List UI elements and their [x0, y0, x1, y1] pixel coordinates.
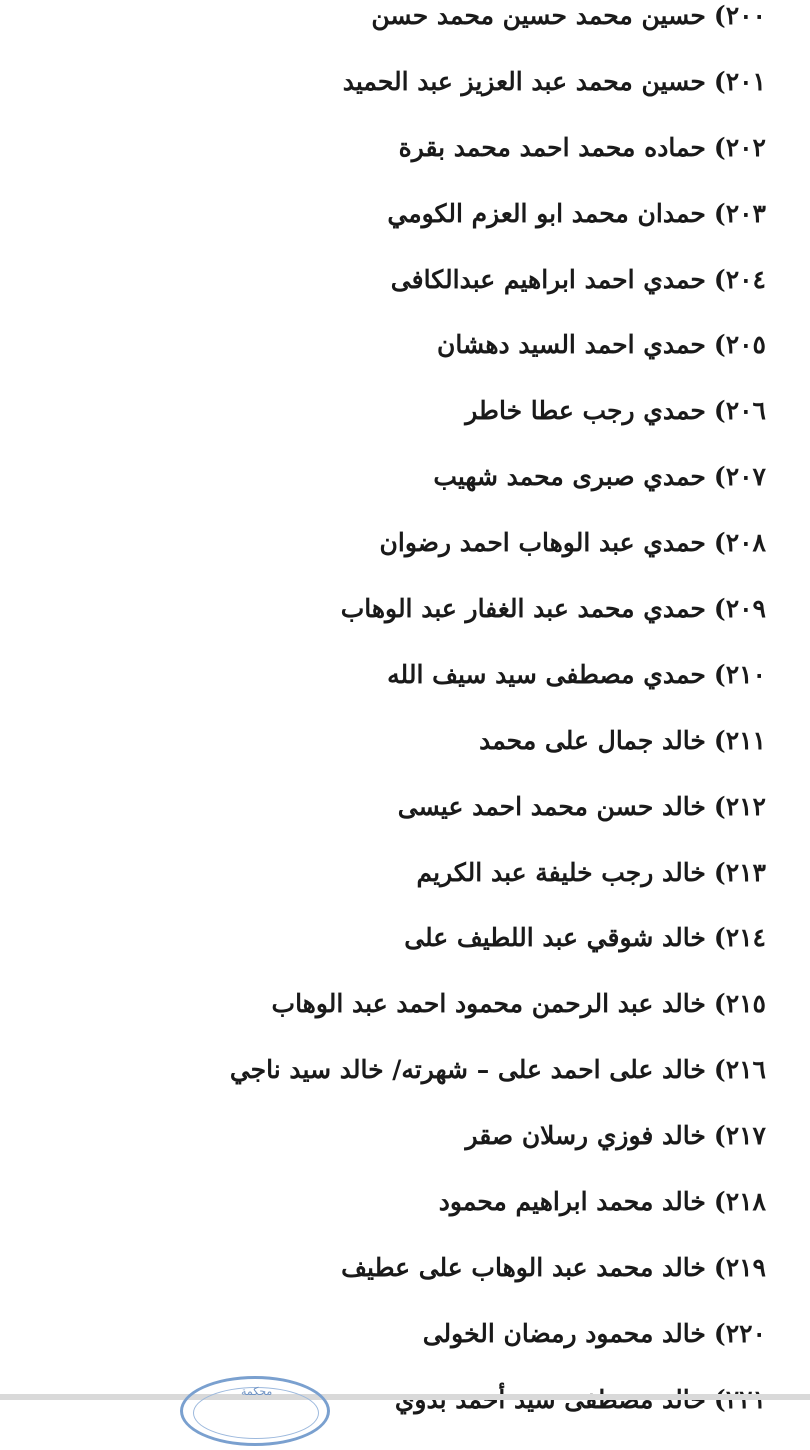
item-name: خالد حسن محمد احمد عيسى [397, 791, 706, 821]
list-item [26, 132, 766, 198]
item-number: ٢٢٠) [713, 1318, 766, 1348]
list-item [26, 1054, 766, 1120]
list-item [26, 198, 766, 264]
item-number: ٢٠٨) [713, 528, 766, 558]
list-item [26, 461, 766, 527]
list-item [26, 264, 766, 330]
item-name: خالد عبد الرحمن محمود احمد عبد الوهاب [271, 989, 706, 1019]
item-number: ٢٠٠) [713, 1, 766, 30]
item-number: ٢١٨) [713, 1187, 766, 1217]
list-item [26, 527, 766, 593]
item-name: حمدي رجب عطا خاطر [465, 396, 706, 426]
item-name: حمدان محمد ابو العزم الكومي [387, 198, 706, 228]
item-number: ٢١١) [713, 725, 766, 755]
item-name: حمدي محمد عبد الغفار عبد الوهاب [340, 594, 706, 624]
item-name: خالد محمود رمضان الخولى [422, 1318, 706, 1348]
item-number: ٢٠٦) [713, 396, 766, 426]
list-item [26, 593, 766, 659]
list-item [26, 791, 766, 857]
list-item [26, 329, 766, 395]
list-item [26, 1186, 766, 1252]
item-name: حسين محمد عبد العزيز عبد الحميد [342, 66, 706, 96]
page-bottom-edge [0, 1394, 810, 1400]
item-name: حمدي احمد ابراهيم عبدالكافى [390, 264, 706, 294]
list-item [26, 1252, 766, 1318]
list-item [26, 725, 766, 791]
item-name: خالد فوزي رسلان صقر [465, 1121, 706, 1151]
item-name: خالد جمال على محمد [479, 725, 706, 755]
item-number: ٢٠٣) [713, 198, 766, 228]
item-name: حمدي صبرى محمد شهيب [433, 462, 706, 492]
item-name: خالد رجب خليفة عبد الكريم [416, 857, 706, 887]
list-item [26, 1120, 766, 1186]
item-number: ٢١٥) [713, 989, 766, 1019]
list-item [26, 857, 766, 923]
item-name: خالد محمد عبد الوهاب على عطيف [341, 1252, 706, 1282]
list-item [26, 66, 766, 132]
list-item [26, 988, 766, 1054]
item-number: ٢١٣) [713, 857, 766, 887]
list-item [26, 395, 766, 461]
item-number: ٢٠٩) [713, 594, 766, 624]
item-number: ٢٠٢) [713, 132, 766, 162]
stamp-text: محكمة [241, 1385, 273, 1398]
item-name: حمدي احمد السيد دهشان [437, 330, 706, 360]
item-number: ٢١٦) [713, 1055, 766, 1085]
list-item [26, 659, 766, 725]
item-number: ٢١٢) [713, 791, 766, 821]
list-item [26, 922, 766, 988]
list-item [26, 1318, 766, 1384]
item-name: خالد شوقي عبد اللطيف على [404, 923, 706, 953]
item-number: ٢١٧) [713, 1121, 766, 1151]
item-name: حماده محمد احمد محمد بقرة [398, 132, 706, 162]
item-name: حمدي مصطفى سيد سيف الله [387, 659, 706, 689]
item-number: ٢١٠) [713, 659, 766, 689]
item-number: ٢٠٥) [713, 330, 766, 360]
item-name: خالد محمد ابراهيم محمود [438, 1187, 706, 1217]
stamp-seal [180, 1376, 330, 1446]
item-name: خالد على احمد على – شهرته/ خالد سيد ناجي [229, 1055, 706, 1085]
item-number: ٢٠٧) [713, 462, 766, 492]
item-number: ٢٠٤) [713, 264, 766, 294]
names-list [26, 0, 766, 1450]
item-name: حسين محمد حسين محمد حسن [371, 1, 706, 30]
item-number: ٢١٩) [713, 1252, 766, 1282]
list-item [26, 0, 766, 66]
item-number: ٢٠١) [713, 66, 766, 96]
item-name: حمدي عبد الوهاب احمد رضوان [379, 528, 706, 558]
item-number: ٢١٤) [713, 923, 766, 953]
